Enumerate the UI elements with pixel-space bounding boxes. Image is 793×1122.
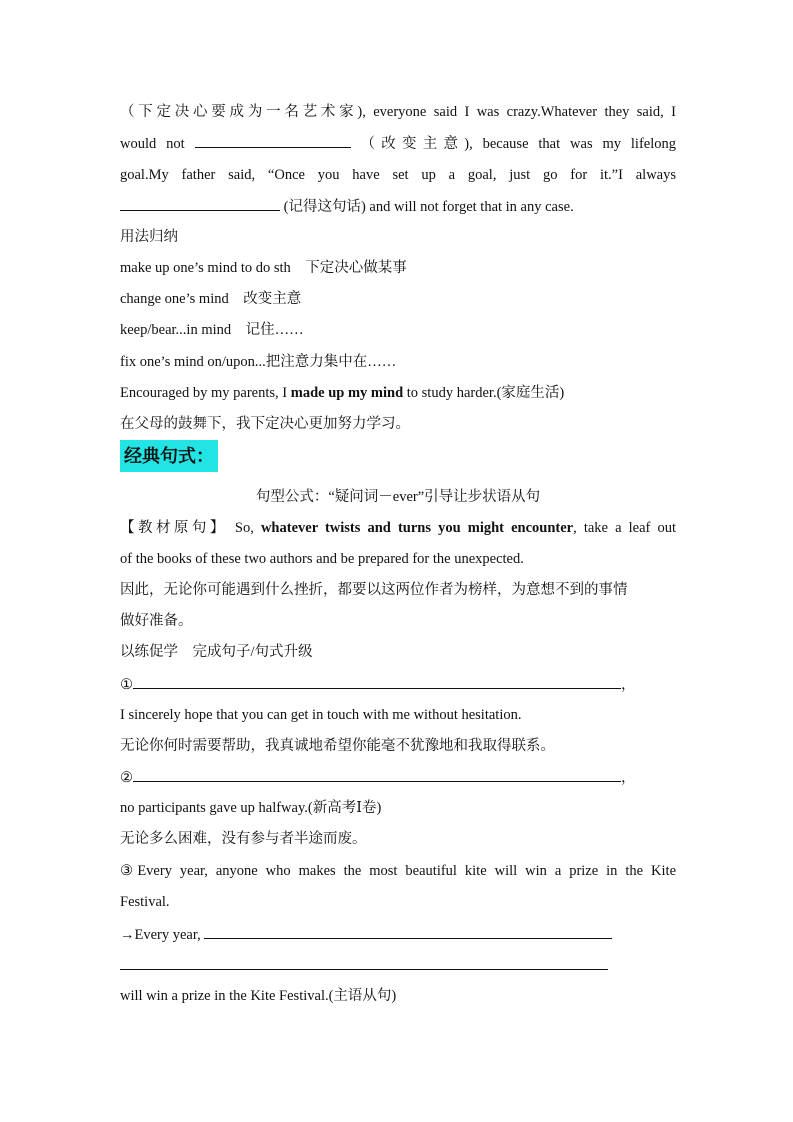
- para1-line2: [120, 133, 676, 154]
- usage-example: [120, 383, 676, 403]
- para1-line2-end: （改变主意), because that was my lifelong: [360, 136, 676, 152]
- exercise-3-rewrite-line1: [120, 924, 676, 945]
- original-sentence-line2: of the books of these two authors and be prepared for the unexpected.: [120, 551, 524, 567]
- exercise-2-number: ②: [120, 770, 133, 786]
- usage-item: keep/bear...in mind 记住……: [120, 322, 304, 338]
- exercise-3-line1: ③Every year, anyone who makes the most beautiful kite will win a prize in the Kite: [120, 863, 676, 879]
- exercise-3-arrow-text: →Every year,: [120, 927, 205, 943]
- exercise-3-answer-blank-2[interactable]: [120, 955, 608, 970]
- original-label: 【教材原句】 So,: [120, 520, 261, 536]
- usage-example-cn: 在父母的鼓舞下，我下定决心更加努力学习。: [120, 416, 410, 432]
- exercise-3-answer-blank-1[interactable]: [204, 924, 612, 939]
- practice-title: 以练促学 完成句子/句式升级: [120, 644, 313, 660]
- exercise-1-sentence: I sincerely hope that you can get in touch with me without hesitation.: [120, 707, 522, 723]
- exercise-1-answer-blank[interactable]: [133, 674, 621, 689]
- exercise-3-rewrite-end: will win a prize in the Kite Festival.(主语从句): [120, 988, 397, 1004]
- para1-line4: [120, 196, 676, 217]
- exercise-1-comma: ，: [621, 677, 636, 693]
- section-heading: 经典句式：: [120, 440, 218, 472]
- answer-blank-remember[interactable]: [120, 196, 280, 211]
- exercise-2-blank-line: [120, 767, 676, 788]
- usage-item: fix one’s mind on/upon...把注意力集中在……: [120, 354, 397, 370]
- example-pre: Encouraged by my parents, I: [120, 385, 291, 401]
- usage-title: 用法归纳: [120, 229, 178, 245]
- exercise-2-sentence: no participants gave up halfway.(新高考Ⅰ卷): [120, 800, 382, 816]
- exercise-1-number: ①: [120, 677, 133, 693]
- original-bold: whatever twists and turns you might encounter: [260, 520, 574, 536]
- exercise-2-answer-blank[interactable]: [133, 767, 621, 782]
- exercise-2-translation: 无论多么困难，没有参与者半途而废。: [120, 831, 367, 847]
- original-sentence-line1: [120, 518, 676, 538]
- para1-line3: goal.My father said, “Once you have set up a goal, just go for it.”I always: [120, 167, 676, 183]
- original-translation-line1: 因此，无论你可能遇到什么挫折，都要以这两位作者为榜样，为意想不到的事情: [120, 582, 628, 598]
- para1-line4-end: (记得这句话) and will not forget that in any case.: [283, 199, 574, 215]
- example-post: to study harder.(家庭生活): [403, 385, 565, 401]
- exercise-1-translation: 无论你何时需要帮助，我真诚地希望你能毫不犹豫地和我取得联系。: [120, 738, 555, 754]
- exercise-3-rewrite-line2: [120, 955, 676, 976]
- para1-line1: （下定决心要成为一名艺术家), everyone said I was crazy.Whatever they said, I: [120, 104, 676, 120]
- exercise-3-line2: Festival.: [120, 894, 170, 910]
- original-post: , take a leaf out: [573, 520, 676, 536]
- sentence-formula: 句型公式：“疑问词－ever”引导让步状语从句: [255, 489, 541, 505]
- exercise-2-comma: ，: [621, 770, 636, 786]
- usage-item: make up one’s mind to do sth 下定决心做某事: [120, 260, 407, 276]
- example-bold: made up my mind: [290, 385, 404, 401]
- para1-line2-start: would not: [120, 136, 185, 152]
- answer-blank-change-mind[interactable]: [195, 133, 351, 148]
- exercise-1-blank-line: [120, 674, 676, 695]
- original-translation-line2: 做好准备。: [120, 613, 193, 629]
- usage-item: change one’s mind 改变主意: [120, 291, 302, 307]
